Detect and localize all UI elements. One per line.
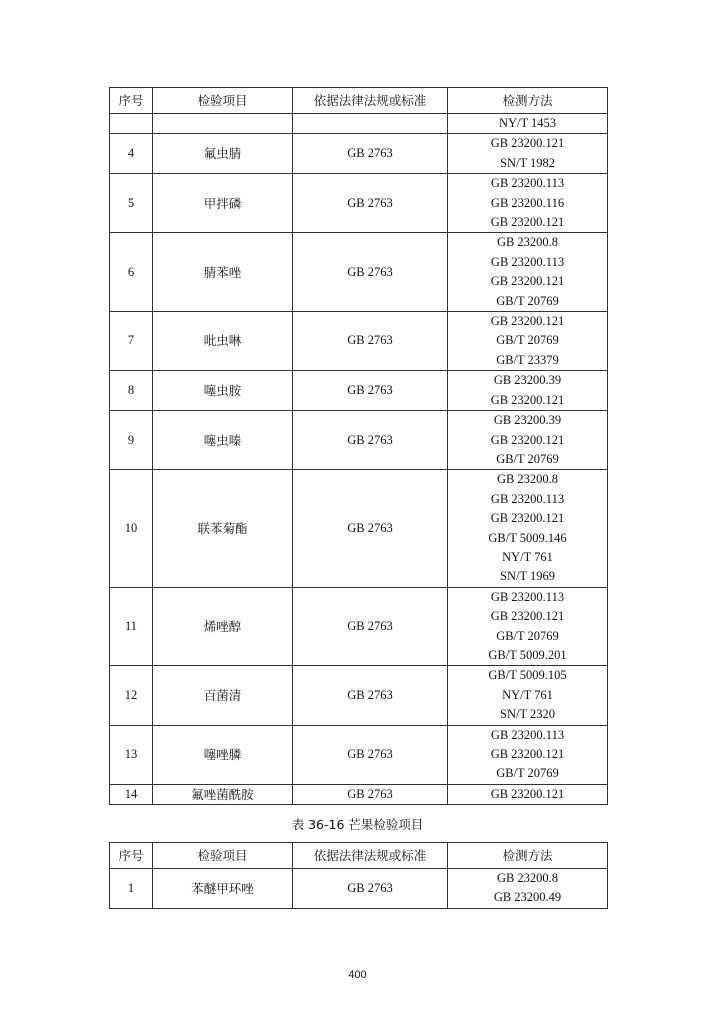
header-basis: 依据法律法规或标准 <box>293 843 448 869</box>
method-line: GB 23200.113 <box>490 491 565 506</box>
header-basis: 依据法律法规或标准 <box>293 88 448 114</box>
table-row <box>110 470 608 587</box>
header-method: 检测方法 <box>448 843 608 869</box>
method-line: SN/T 1969 <box>500 569 555 584</box>
cell-seq: 4 <box>110 134 153 174</box>
method-line: GB/T 5009.146 <box>488 530 567 545</box>
cell-basis: GB 2763 <box>293 312 448 371</box>
method-line: GB 23200.113 <box>490 727 565 742</box>
table-caption: 表 36-16 芒果检验项目 <box>291 817 424 832</box>
cell-methods <box>448 134 608 174</box>
method-line: GB 23200.121 <box>490 274 565 289</box>
method-line: GB 23200.121 <box>490 392 565 407</box>
cell-methods <box>448 666 608 725</box>
method-line: NY/T 1453 <box>498 116 557 130</box>
method-line: GB/T 23379 <box>496 352 559 367</box>
cell-seq: 6 <box>110 233 153 312</box>
method-line: GB 23200.121 <box>490 609 565 624</box>
cell-seq: 12 <box>110 666 153 725</box>
table-header-row <box>110 843 608 869</box>
table-row <box>110 784 608 804</box>
cell-item: 烯唑醇 <box>153 587 293 666</box>
method-line: GB/T 20769 <box>496 293 559 308</box>
cell-basis: GB 2763 <box>293 587 448 666</box>
cell-basis: GB 2763 <box>293 134 448 174</box>
method-line: GB 23200.116 <box>490 195 565 210</box>
cell-basis: GB 2763 <box>293 371 448 411</box>
table-header-row <box>110 88 608 114</box>
cell-seq <box>110 114 153 134</box>
method-line: GB 23200.121 <box>490 747 565 761</box>
table-row <box>110 725 608 784</box>
table-row <box>110 411 608 470</box>
cell-item: 甲拌磷 <box>153 174 293 233</box>
table-row <box>110 134 608 174</box>
method-line: GB/T 20769 <box>496 766 559 781</box>
method-line: GB 23200.8 <box>496 871 559 885</box>
cell-item: 联苯菊酯 <box>153 470 293 587</box>
cell-item: 百菌清 <box>153 666 293 725</box>
method-line: SN/T 1982 <box>500 155 555 170</box>
cell-basis: GB 2763 <box>293 411 448 470</box>
cell-seq: 1 <box>110 869 153 909</box>
method-line: GB 23200.121 <box>490 511 565 526</box>
table-row <box>110 587 608 666</box>
table-row <box>110 666 608 725</box>
cell-basis: GB 2763 <box>293 869 448 909</box>
cell-item <box>153 114 293 134</box>
cell-methods <box>448 869 608 909</box>
table-row <box>110 114 608 134</box>
cell-item: 吡虫啉 <box>153 312 293 371</box>
method-line: NY/T 761 <box>502 549 553 564</box>
method-line: GB 23200.113 <box>490 589 565 604</box>
cell-basis: GB 2763 <box>293 725 448 784</box>
page-number: 400 <box>348 969 367 981</box>
cell-item: 噻虫胺 <box>153 371 293 411</box>
cell-seq: 7 <box>110 312 153 371</box>
table-row <box>110 312 608 371</box>
cell-seq: 9 <box>110 411 153 470</box>
method-line: GB/T 20769 <box>496 451 559 466</box>
cell-methods <box>448 233 608 312</box>
method-line: GB/T 5009.201 <box>488 647 567 662</box>
method-line: GB 23200.121 <box>490 432 565 447</box>
cell-methods <box>448 312 608 371</box>
method-line: GB 23200.8 <box>496 235 559 250</box>
cell-methods <box>448 587 608 666</box>
cell-item: 氟唑菌酰胺 <box>153 784 293 804</box>
header-method: 检测方法 <box>448 88 608 114</box>
cell-methods <box>448 174 608 233</box>
cell-basis: GB 2763 <box>293 174 448 233</box>
method-line: GB 23200.39 <box>493 373 562 388</box>
cell-item: 腈苯唑 <box>153 233 293 312</box>
method-line: GB 23200.113 <box>490 176 565 191</box>
table-row <box>110 174 608 233</box>
cell-seq: 11 <box>110 587 153 666</box>
method-line: GB/T 20769 <box>496 628 559 643</box>
table-row <box>110 869 608 909</box>
method-line: GB 23200.121 <box>490 314 565 329</box>
cell-item: 噻虫嗪 <box>153 411 293 470</box>
header-item: 检验项目 <box>153 88 293 114</box>
cell-seq: 5 <box>110 174 153 233</box>
method-line: GB 23200.113 <box>490 254 565 269</box>
cell-methods <box>448 371 608 411</box>
header-seq: 序号 <box>110 843 153 869</box>
method-line: GB 23200.49 <box>493 890 562 905</box>
method-line: GB 23200.121 <box>490 786 565 801</box>
method-line: GB 23200.121 <box>490 136 565 151</box>
cell-methods <box>448 114 608 134</box>
cell-basis <box>293 114 448 134</box>
cell-seq: 8 <box>110 371 153 411</box>
cell-methods <box>448 470 608 587</box>
method-line: NY/T 761 <box>502 687 553 702</box>
cell-basis: GB 2763 <box>293 233 448 312</box>
cell-item: 氟虫腈 <box>153 134 293 174</box>
cell-basis: GB 2763 <box>293 470 448 587</box>
mango-inspection-table <box>109 842 608 909</box>
method-line: GB 23200.39 <box>493 413 562 428</box>
cell-item: 噻唑膦 <box>153 725 293 784</box>
cell-basis: GB 2763 <box>293 784 448 804</box>
cell-methods <box>448 725 608 784</box>
table-row <box>110 371 608 411</box>
cell-seq: 14 <box>110 784 153 804</box>
method-line: GB/T 5009.105 <box>488 668 567 683</box>
header-item: 检验项目 <box>153 843 293 869</box>
cell-seq: 13 <box>110 725 153 784</box>
cell-methods <box>448 784 608 804</box>
table-row <box>110 233 608 312</box>
method-line: SN/T 2320 <box>500 707 555 722</box>
inspection-table <box>109 87 608 805</box>
cell-methods <box>448 411 608 470</box>
method-line: GB 23200.8 <box>496 472 559 487</box>
method-line: GB 23200.121 <box>490 215 565 230</box>
cell-item: 苯醚甲环唑 <box>153 869 293 909</box>
header-seq: 序号 <box>110 88 153 114</box>
method-line: GB/T 20769 <box>496 333 559 348</box>
cell-basis: GB 2763 <box>293 666 448 725</box>
cell-seq: 10 <box>110 470 153 587</box>
